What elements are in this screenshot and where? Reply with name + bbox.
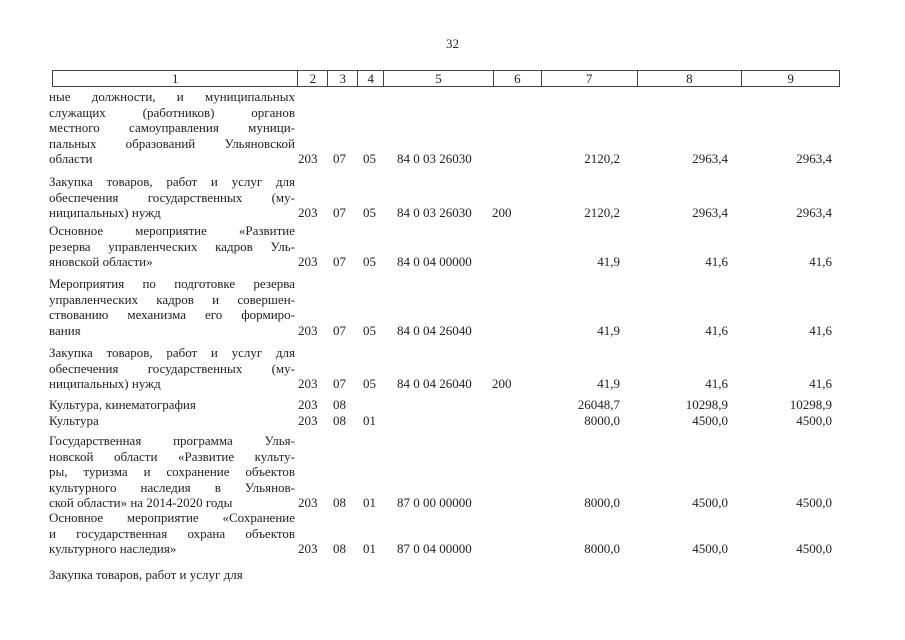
description-line: обеспечения государственных (му- [49, 360, 295, 376]
description-line: культурного наследия в Ульянов- [49, 479, 295, 495]
description-line: ры, туризма и сохранение объектов [49, 464, 295, 480]
cell-col-3: 08 [333, 541, 346, 557]
cell-col-4: 05 [363, 322, 376, 338]
cell-col-9: 2963,4 [796, 151, 832, 167]
cell-col-9: 4500,0 [796, 495, 832, 511]
cell-col-5: 84 0 03 26030 [397, 151, 472, 167]
cell-col-8: 41,6 [705, 254, 728, 270]
cell-col-8: 4500,0 [692, 541, 728, 557]
header-col-4: 4 [358, 71, 384, 86]
cell-col-8: 2963,4 [692, 205, 728, 221]
cell-col-3: 08 [333, 397, 346, 412]
description-line: вания [49, 322, 81, 338]
description-line: управленческих кадров и совершен- [49, 291, 295, 307]
description-line: культурного наследия» [49, 541, 177, 557]
row-description [49, 397, 295, 413]
cell-col-9: 2963,4 [796, 205, 832, 221]
description-line: Закупка товаров, работ и услуг для [49, 567, 243, 582]
cell-col-7: 8000,0 [584, 413, 620, 428]
cell-col-7: 41,9 [597, 322, 620, 338]
cell-col-4: 01 [363, 541, 376, 557]
cell-col-5: 84 0 04 00000 [397, 254, 472, 270]
cell-col-2: 203 [298, 397, 318, 412]
header-col-1: 1 [53, 71, 298, 86]
description-line: ниципальных) нужд [49, 376, 161, 392]
cell-col-2: 203 [298, 254, 318, 270]
cell-col-9: 41,6 [809, 322, 832, 338]
cell-col-2: 203 [298, 205, 318, 221]
description-line: Закупка товаров, работ и услуг для [49, 345, 295, 360]
cell-col-7: 8000,0 [584, 541, 620, 557]
cell-col-7: 2120,2 [584, 151, 620, 167]
cell-col-3: 07 [333, 151, 346, 167]
cell-col-9: 4500,0 [796, 413, 832, 428]
description-line: Закупка товаров, работ и услуг для [49, 174, 295, 189]
cell-col-8: 41,6 [705, 322, 728, 338]
cell-col-3: 07 [333, 322, 346, 338]
description-line: ской области» на 2014-2020 годы [49, 495, 233, 511]
row-description [49, 89, 295, 167]
row-description [49, 567, 295, 583]
cell-col-7: 8000,0 [584, 495, 620, 511]
cell-col-6: 200 [492, 205, 512, 221]
description-line: обеспечения государственных (му- [49, 189, 295, 205]
cell-col-2: 203 [298, 495, 318, 511]
description-line: Мероприятия по подготовке резерва [49, 276, 295, 291]
cell-col-9: 41,6 [809, 254, 832, 270]
cell-col-2: 203 [298, 151, 318, 167]
description-line: области [49, 151, 93, 167]
description-line: Культура, кинематография [49, 397, 196, 412]
cell-col-8: 10298,9 [685, 397, 728, 412]
header-col-8: 8 [638, 71, 743, 86]
header-col-2: 2 [298, 71, 328, 86]
cell-col-6: 200 [492, 376, 512, 392]
cell-col-2: 203 [298, 322, 318, 338]
page-number: 32 [446, 36, 459, 51]
row-description [49, 413, 295, 429]
row-description [49, 345, 295, 392]
description-line: новской области «Развитие культу- [49, 448, 295, 464]
cell-col-8: 4500,0 [692, 413, 728, 428]
row-description [49, 433, 295, 511]
cell-col-8: 41,6 [705, 376, 728, 392]
description-line: служащих (работников) органов [49, 104, 295, 120]
header-col-9: 9 [787, 71, 794, 86]
description-line: Государственная программа Улья- [49, 433, 295, 448]
cell-col-3: 07 [333, 205, 346, 221]
description-line: пальных образований Ульяновской [49, 135, 295, 151]
cell-col-5: 87 0 04 00000 [397, 541, 472, 557]
row-description [49, 276, 295, 338]
cell-col-2: 203 [298, 413, 318, 428]
cell-col-8: 2963,4 [692, 151, 728, 167]
cell-col-3: 07 [333, 254, 346, 270]
cell-col-9: 41,6 [809, 376, 832, 392]
description-line: ниципальных) нужд [49, 205, 161, 221]
cell-col-8: 4500,0 [692, 495, 728, 511]
cell-col-3: 07 [333, 376, 346, 392]
description-line: Основное мероприятие «Развитие [49, 223, 295, 238]
row-description [49, 510, 295, 557]
cell-col-2: 203 [298, 541, 318, 557]
description-line: и государственная охрана объектов [49, 525, 295, 541]
cell-col-7: 41,9 [597, 254, 620, 270]
cell-col-2: 203 [298, 376, 318, 392]
header-col-3: 3 [328, 71, 358, 86]
cell-col-4: 01 [363, 413, 376, 428]
description-line: ные должности, и муниципальных [49, 89, 295, 104]
cell-col-4: 05 [363, 254, 376, 270]
cell-col-5: 84 0 03 26030 [397, 205, 472, 221]
cell-col-5: 87 0 00 00000 [397, 495, 472, 511]
cell-col-4: 01 [363, 495, 376, 511]
cell-col-5: 84 0 04 26040 [397, 376, 472, 392]
description-line: яновской области» [49, 254, 153, 270]
cell-col-7: 41,9 [597, 376, 620, 392]
cell-col-3: 08 [333, 495, 346, 511]
cell-col-4: 05 [363, 376, 376, 392]
description-line: Основное мероприятие «Сохранение [49, 510, 295, 525]
cell-col-7: 2120,2 [584, 205, 620, 221]
cell-col-3: 08 [333, 413, 346, 428]
description-line: резерва управленческих кадров Уль- [49, 238, 295, 254]
cell-col-5: 84 0 04 26040 [397, 322, 472, 338]
cell-col-9: 4500,0 [796, 541, 832, 557]
cell-col-4: 05 [363, 151, 376, 167]
cell-col-4: 05 [363, 205, 376, 221]
row-description [49, 223, 295, 270]
cell-col-9: 10298,9 [789, 397, 832, 412]
header-col-5: 5 [384, 71, 494, 86]
description-line: местного самоуправления муници- [49, 120, 295, 136]
description-line: Культура [49, 413, 99, 428]
header-col-6: 6 [494, 71, 542, 86]
cell-col-7: 26048,7 [577, 397, 620, 412]
row-description [49, 174, 295, 221]
header-col-7: 7 [542, 71, 638, 86]
description-line: ствованию механизма его формиро- [49, 307, 295, 323]
